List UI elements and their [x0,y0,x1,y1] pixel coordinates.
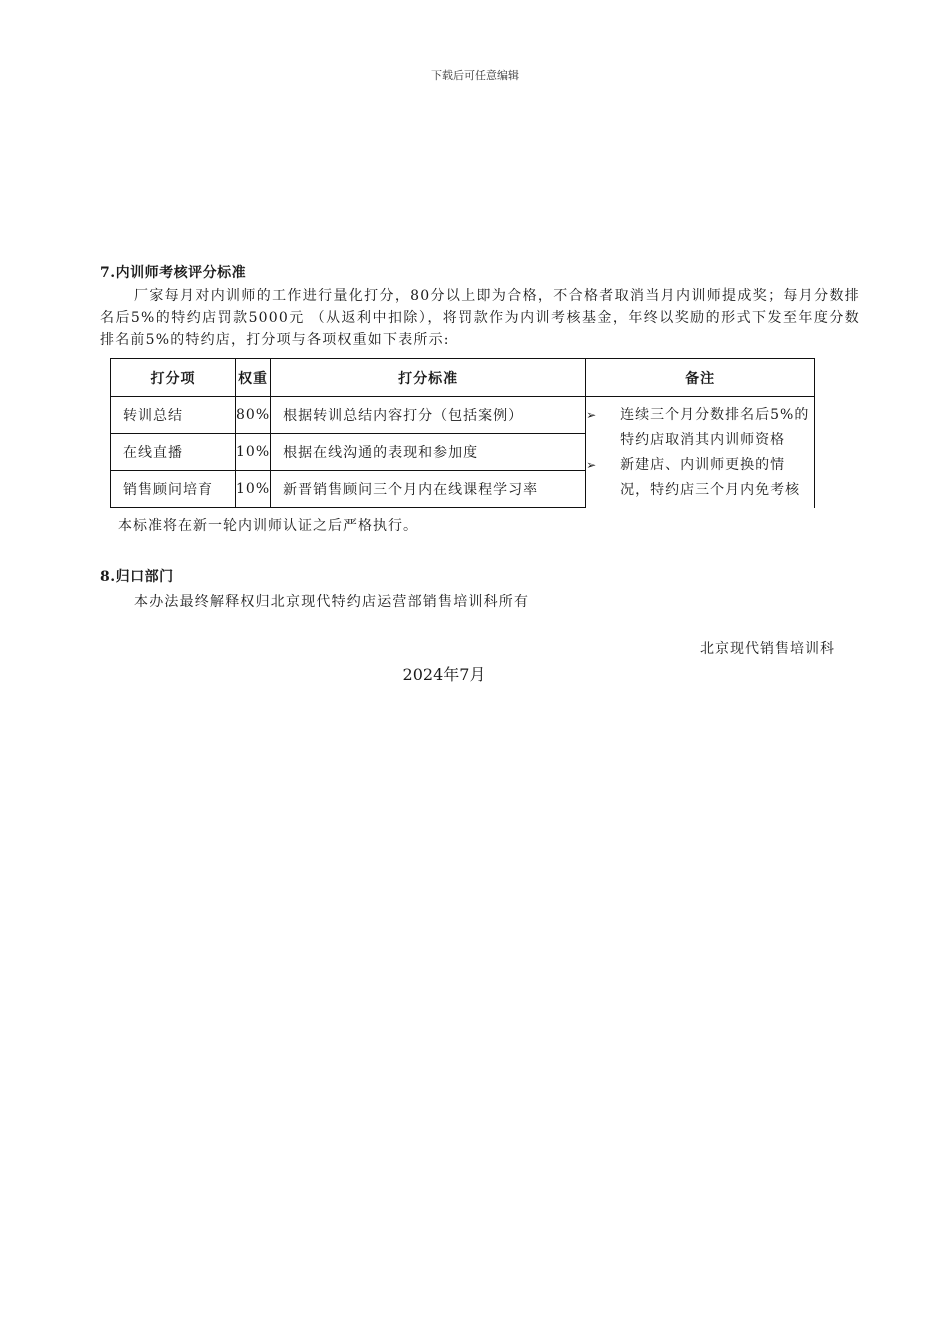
date: 2024年7月 [402,665,486,684]
section-8-paragraph: 本办法最终解释权归北京现代特约店运营部销售培训科所有 [134,594,530,610]
row-weight: 10% [236,434,271,471]
remark-item [586,403,814,453]
row-item: 在线直播 [111,434,236,471]
section-7-paragraph: 厂家每月对内训师的工作进行量化打分，80分以上即为合格，不合格者取消当月内训师提成奖；每月分数排名后5%的特约店罚款5000元 （从返利中扣除），将罚款作为内训考核基金，年终以奖励的形式下发至年度分数排名前5%的特约店，打分项与各项权重如下表所示: [100,288,860,348]
header-note: 下载后可任意编辑 [431,69,519,82]
scoring-table [110,358,815,508]
section-7 [100,262,860,351]
arrow-bullet-icon: ➢ [586,458,598,472]
row-weight: 10% [236,471,271,508]
row-standard: 新晋销售顾问三个月内在线课程学习率 [271,471,586,508]
arrow-bullet-icon: ➢ [586,408,598,422]
remark-cell [586,397,815,508]
remark-text: 连续三个月分数排名后5%的特约店取消其内训师资格 [620,407,810,448]
header-item: 打分项 [111,359,236,397]
row-item: 销售顾问培育 [111,471,236,508]
table-footnote: 本标准将在新一轮内训师认证之后严格执行。 [118,518,418,534]
remark-text: 新建店、内训师更换的情况，特约店三个月内免考核 [620,457,801,498]
header-standard: 打分标准 [271,359,586,397]
section-7-title: 7.内训师考核评分标准 [100,265,247,281]
header-weight: 权重 [236,359,271,397]
row-standard: 根据转训总结内容打分（包括案例） [271,397,586,434]
section-8-title: 8.归口部门 [100,569,174,585]
row-standard: 根据在线沟通的表现和参加度 [271,434,586,471]
signature: 北京现代销售培训科 [700,641,835,657]
table-header-row [111,359,815,397]
row-weight: 80% [236,397,271,434]
table-row [111,397,815,434]
row-item: 转训总结 [111,397,236,434]
header-remark: 备注 [586,359,815,397]
section-8 [100,566,860,613]
remark-item [586,453,814,503]
